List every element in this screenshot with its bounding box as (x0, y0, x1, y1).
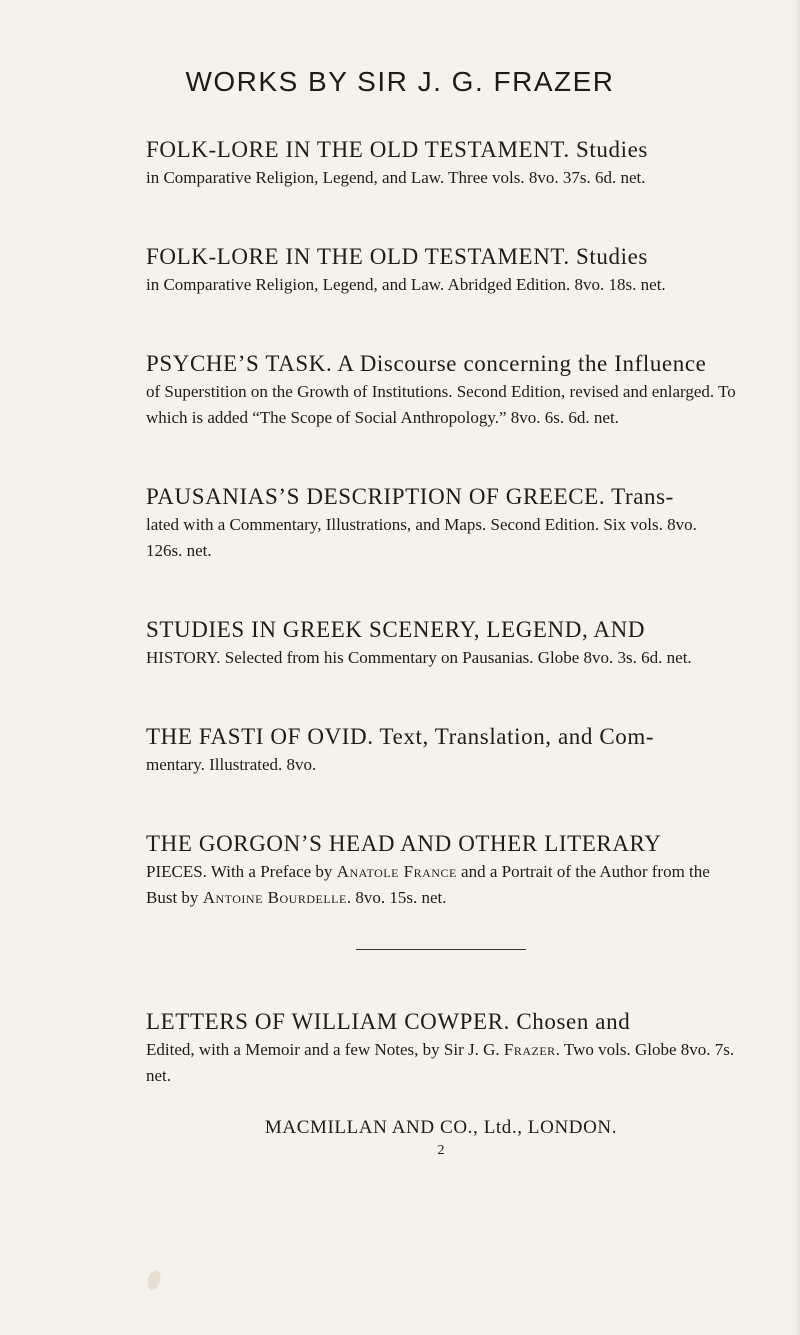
work-description: HISTORY. Selected from his Commentary on Pausanias. Globe 8vo. 3s. 6d. net. (146, 648, 692, 667)
work-description (146, 859, 736, 911)
works-list (146, 134, 736, 1159)
work-title: PAUSANIAS’S DESCRIPTION OF GREECE. Trans- (146, 484, 674, 509)
author-name: Frazer (503, 1040, 556, 1059)
work-description: of Superstition on the Growth of Institutions. Second Edition, revised and enlarged. To which is added “The Scope of Social Anthropology.” 8vo. 6s. 6d. net. (146, 382, 736, 427)
page-edge-shadow (794, 0, 800, 1335)
work-description: lated with a Commentary, Illustrations, and Maps. Second Edition. Six vols. 8vo. 126s. net. (146, 515, 697, 560)
description-text: PIECES. With a Preface by (146, 862, 337, 881)
work-description: in Comparative Religion, Legend, and Law. Three vols. 8vo. 37s. 6d. net. (146, 168, 646, 187)
page-number: 2 (437, 1143, 445, 1158)
author-name: Anatole France (336, 862, 457, 881)
work-entry (146, 721, 736, 778)
work-entry (146, 1006, 736, 1089)
work-entry (146, 348, 736, 431)
work-description: mentary. Illustrated. 8vo. (146, 755, 317, 774)
work-title: FOLK-LORE IN THE OLD TESTAMENT. Studies (146, 137, 648, 162)
description-text: . Two vols. Globe 8vo. 7s. net. (146, 1040, 735, 1085)
work-title: THE GORGON’S HEAD AND OTHER LITERARY (146, 831, 662, 856)
work-entry (146, 481, 736, 564)
section-divider (356, 949, 526, 950)
work-title: STUDIES IN GREEK SCENERY, LEGEND, AND (146, 617, 646, 642)
work-entry (146, 614, 736, 671)
publisher-imprint: MACMILLAN AND CO., Ltd., LONDON. (264, 1117, 618, 1138)
work-title: PSYCHE’S TASK. A Discourse concerning the Influence (146, 351, 707, 376)
description-text: . 8vo. 15s. net. (346, 888, 447, 907)
work-entry (146, 828, 736, 911)
work-description: in Comparative Religion, Legend, and Law. Abridged Edition. 8vo. 18s. net. (146, 275, 666, 294)
work-description (146, 1037, 736, 1089)
paper-stain (145, 1269, 163, 1292)
author-name: Antoine Bourdelle (202, 888, 347, 907)
description-text: Edited, with a Memoir and a few Notes, by Sir J. G. (146, 1040, 504, 1059)
work-title: FOLK-LORE IN THE OLD TESTAMENT. Studies (146, 244, 648, 269)
document-heading: WORKS BY SIR J. G. FRAZER (185, 66, 615, 97)
work-entry (146, 241, 736, 298)
description-text: and a Portrait of the Author from the Bust by (146, 862, 710, 907)
work-entry (146, 134, 736, 191)
work-title: LETTERS OF WILLIAM COWPER. Chosen and (146, 1009, 631, 1034)
work-title: THE FASTI OF OVID. Text, Translation, and Com- (146, 724, 655, 749)
